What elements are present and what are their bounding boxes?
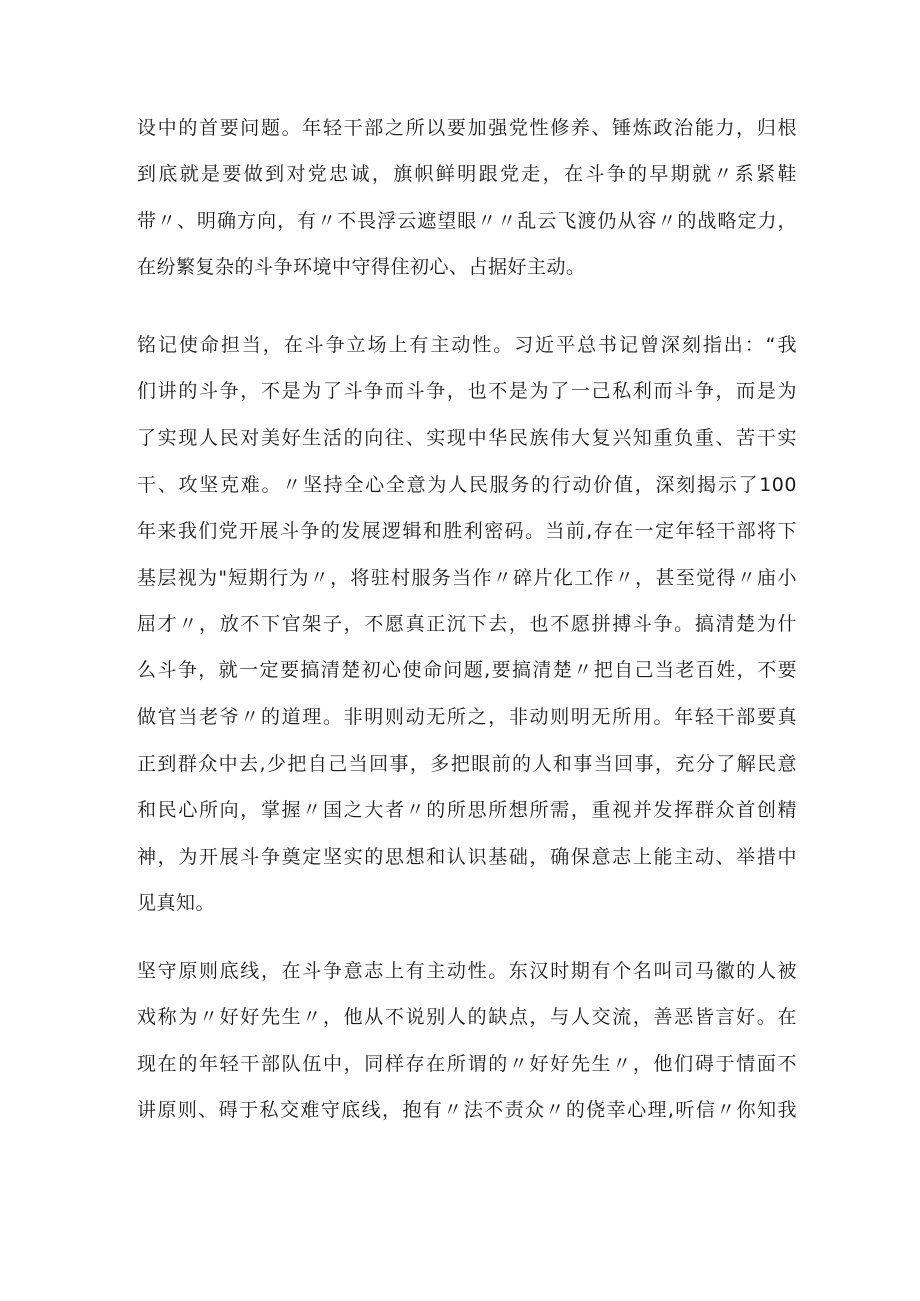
paragraph-line: 铭记使命担当，在斗争立场上有主动性。习近平总书记曾深刻指出：“我	[137, 334, 797, 356]
paragraph-line: 设中的首要问题。年轻干部之所以要加强党性修养、锤炼政治能力，归根	[137, 117, 797, 139]
paragraph-line: 戏称为〃好好先生〃，他从不说别人的缺点，与人交流，善恶皆言好。在	[137, 1006, 797, 1028]
paragraph-line: 了实现人民对美好生活的向往、实现中华民族伟大复兴知重负重、苦干实	[137, 427, 797, 449]
paragraph-line: 做官当老爷〃的道理。非明则动无所之，非动则明无所用。年轻干部要真	[137, 706, 797, 728]
paragraph-line: 坚守原则底线，在斗争意志上有主动性。东汉时期有个名叫司马徽的人被	[137, 960, 797, 982]
paragraph-line: 到底就是要做到对党忠诚，旗帜鲜明跟党走，在斗争的早期就〃系紧鞋	[137, 163, 797, 185]
paragraph-line: 么斗争，就一定要搞清楚初心使命问题,要搞清楚〃把自己当老百姓，不要	[137, 659, 797, 681]
paragraph-line: 带〃、明确方向，有〃不畏浮云遮望眼〃〃乱云飞渡仍从容〃的战略定力，	[137, 210, 797, 232]
paragraph-line: 年来我们党开展斗争的发展逻辑和胜利密码。当前,存在一定年轻干部将下	[137, 520, 797, 542]
paragraph-line: 和民心所向，掌握〃国之大者〃的所思所想所需，重视并发挥群众首创精	[137, 799, 797, 821]
paragraph-line: 现在的年轻干部队伍中，同样存在所谓的〃好好先生〃，他们碍于情面不	[137, 1053, 797, 1075]
paragraph-line: 讲原则、碍于私交难守底线，抱有〃法不责众〃的侥幸心理,听信〃你知我	[137, 1099, 797, 1121]
paragraph-line: 基层视为"短期行为〃，将驻村服务当作〃碎片化工作〃，甚至觉得〃庙小	[137, 567, 797, 589]
paragraph-line: 干、攻坚克难。〃坚持全心全意为人民服务的行动价值，深刻揭示了100	[137, 474, 797, 496]
paragraph-line: 正到群众中去,少把自己当回事，多把眼前的人和事当回事，充分了解民意	[137, 753, 797, 775]
paragraph-line: 屈才〃，放不下官架子，不愿真正沉下去，也不愿拼搏斗争。搞清楚为什	[137, 613, 797, 635]
paragraph-line: 见真知。	[137, 892, 216, 914]
paragraph-line: 神，为开展斗争奠定坚实的思想和认识基础，确保意志上能主动、举措中	[137, 846, 797, 868]
paragraph-line: 们讲的斗争，不是为了斗争而斗争，也不是为了一己私利而斗争，而是为	[137, 380, 797, 402]
paragraph-line: 在纷繁复杂的斗争环境中守得住初心、占据好主动。	[137, 256, 586, 278]
